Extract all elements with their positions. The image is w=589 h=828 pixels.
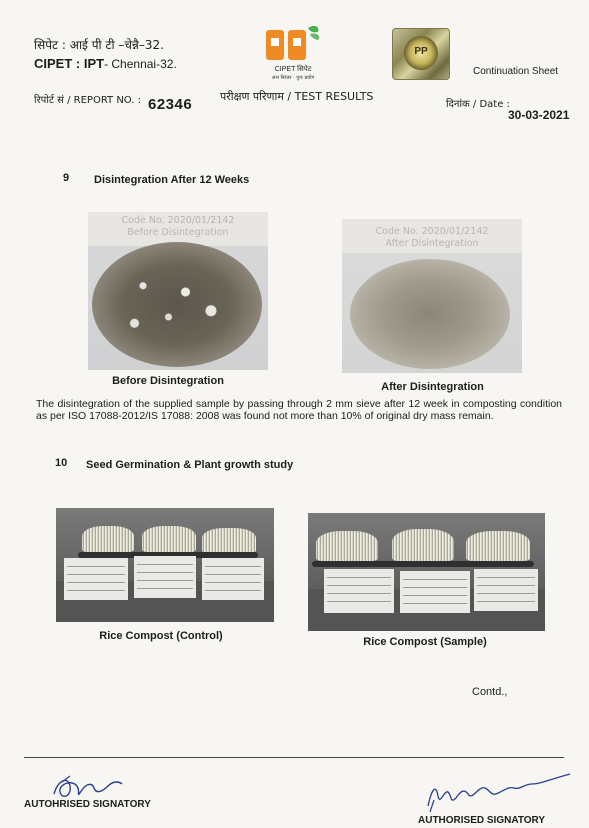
footer-divider bbox=[24, 757, 564, 758]
disintegration-paragraph: The disintegration of the supplied sample by passing through 2 mm sieve after 12 week in composting condition as per ISO 17088-2012/IS 17088: 2008 was found not more than 10% of original dry mass remain. bbox=[36, 398, 562, 423]
photo-tag-text: After Disintegration bbox=[385, 238, 479, 249]
pot-tray bbox=[312, 561, 534, 567]
org-name-hindi: सिपेट : आई पी टी –चेन्नै–32. bbox=[34, 38, 164, 52]
grass-pot bbox=[82, 526, 134, 552]
authorised-signatory-right: AUTHORISED SIGNATORY bbox=[418, 815, 546, 826]
logo-text: CIPET सिपेट bbox=[274, 66, 312, 73]
date-label: दिनांक / Date : bbox=[446, 99, 510, 110]
cipet-logo bbox=[258, 24, 328, 82]
section-9-title: Disintegration After 12 Weeks bbox=[94, 174, 250, 186]
section-10-number: 10 bbox=[55, 457, 68, 469]
compost-heap bbox=[350, 259, 510, 369]
grass-pot bbox=[316, 531, 378, 561]
sample-label-card bbox=[474, 569, 538, 611]
org-city: - Chennai-32. bbox=[104, 57, 177, 71]
sample-label-card bbox=[202, 558, 264, 600]
compost-heap bbox=[92, 242, 262, 367]
org-name-bold: CIPET : IPT bbox=[34, 56, 105, 71]
org-name-english bbox=[34, 56, 177, 71]
after-disintegration-photo bbox=[342, 219, 522, 373]
test-results-heading: परीक्षण परिणाम / TEST RESULTS bbox=[220, 90, 374, 103]
sample-label-card bbox=[324, 569, 394, 613]
grass-pot bbox=[466, 531, 530, 561]
sample-label-card bbox=[64, 558, 128, 600]
rice-compost-control-photo bbox=[56, 508, 274, 622]
section-10-title: Seed Germination & Plant growth study bbox=[86, 459, 294, 471]
authorised-signatory-left: AUTOHRISED SIGNATORY bbox=[24, 799, 151, 810]
grass-pot bbox=[202, 528, 256, 553]
report-number: 62346 bbox=[148, 96, 193, 113]
sample-label-card bbox=[134, 556, 196, 598]
continued-label: Contd., bbox=[472, 686, 508, 698]
hologram-seal bbox=[392, 28, 450, 80]
sample-label-card bbox=[400, 571, 470, 613]
caption-after: After Disintegration bbox=[381, 381, 484, 393]
seal-text: PP bbox=[414, 46, 428, 57]
grass-pot bbox=[142, 526, 196, 552]
logo-tagline: अंश निरंतर · पुनः प्रयोग bbox=[271, 75, 315, 81]
photo-code-text: Code No. 2020/01/2142 bbox=[375, 226, 489, 237]
caption-control: Rice Compost (Control) bbox=[99, 630, 223, 642]
section-9-number: 9 bbox=[63, 172, 70, 184]
before-disintegration-photo bbox=[88, 212, 268, 370]
report-number-label: रिपोर्ट सं / REPORT NO. : bbox=[34, 95, 142, 106]
continuation-sheet-label: Continuation Sheet bbox=[473, 66, 559, 77]
signature-right bbox=[424, 770, 574, 814]
caption-before: Before Disintegration bbox=[112, 375, 224, 387]
rice-compost-sample-photo bbox=[308, 513, 545, 631]
caption-sample: Rice Compost (Sample) bbox=[363, 636, 487, 648]
grass-pot bbox=[392, 529, 454, 561]
photo-tag-text: Before Disintegration bbox=[127, 227, 229, 238]
report-date: 30-03-2021 bbox=[508, 108, 570, 122]
photo-code-text: Code No. 2020/01/2142 bbox=[121, 215, 235, 226]
